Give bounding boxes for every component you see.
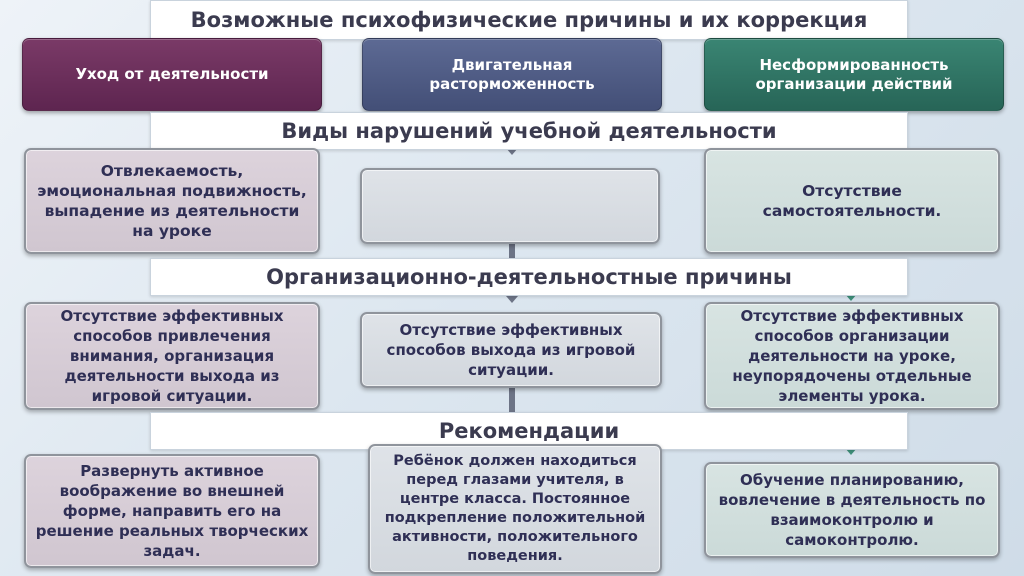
cause-label: Двигательная расторможенность [429, 55, 595, 93]
connector-middle-2 [509, 385, 515, 415]
section-heading-organizational [150, 258, 908, 296]
org-text: Отсутствие эффективных способов привлечения внимания, организация деятельности выхода из игровой ситуации. [60, 307, 284, 405]
violation-box-no-independence [704, 148, 1000, 254]
recommendation-text: Развернуть активное воображение во внешней форме, направить его на решение реальных творческих задач. [35, 462, 309, 560]
violation-box-distractibility [24, 148, 320, 254]
section-heading-violations [150, 112, 908, 150]
org-box-lesson-organization [704, 302, 1000, 410]
recommendation-box-teacher-view [368, 444, 662, 574]
cause-box-motor-disinhibition [362, 38, 662, 111]
recommendation-box-planning [704, 462, 1000, 558]
recommendation-box-imagination [24, 454, 320, 568]
org-box-attention [24, 302, 320, 410]
org-text: Отсутствие эффективных способов организации деятельности на уроке, неупорядочены отдельные элементы урока. [732, 307, 972, 405]
violation-text: Отвлекаемость, эмоциональная подвижность, выпадение из деятельности на уроке [37, 162, 307, 240]
org-box-game-exit [360, 312, 662, 388]
recommendation-text: Обучение планированию, вовлечение в деятельность по взаимоконтролю и самоконтролю. [718, 471, 986, 549]
section-heading-text: Организационно-деятельностные причины [266, 265, 792, 289]
cause-label: Уход от деятельности [75, 65, 269, 83]
section-heading-text: Виды нарушений учебной деятельности [281, 119, 777, 143]
cause-box-unformed-organization [704, 38, 1004, 111]
org-text: Отсутствие эффективных способов выхода из игровой ситуации. [386, 321, 636, 379]
page-title [150, 0, 908, 40]
arrow-middle-2 [506, 296, 518, 303]
page-title-text: Возможные психофизические причины и их коррекция [190, 8, 868, 32]
violation-box-empty [360, 168, 660, 244]
recommendation-text: Ребёнок должен находиться перед глазами учителя, в центре класса. Постоянное подкрепление положительной активности, положительного поведения. [384, 453, 646, 564]
violation-text: Отсутствие самостоятельности. [762, 182, 942, 220]
cause-box-withdrawal [22, 38, 322, 111]
cause-label: Несформированность организации действий [755, 55, 953, 93]
section-heading-text: Рекомендации [438, 419, 620, 443]
